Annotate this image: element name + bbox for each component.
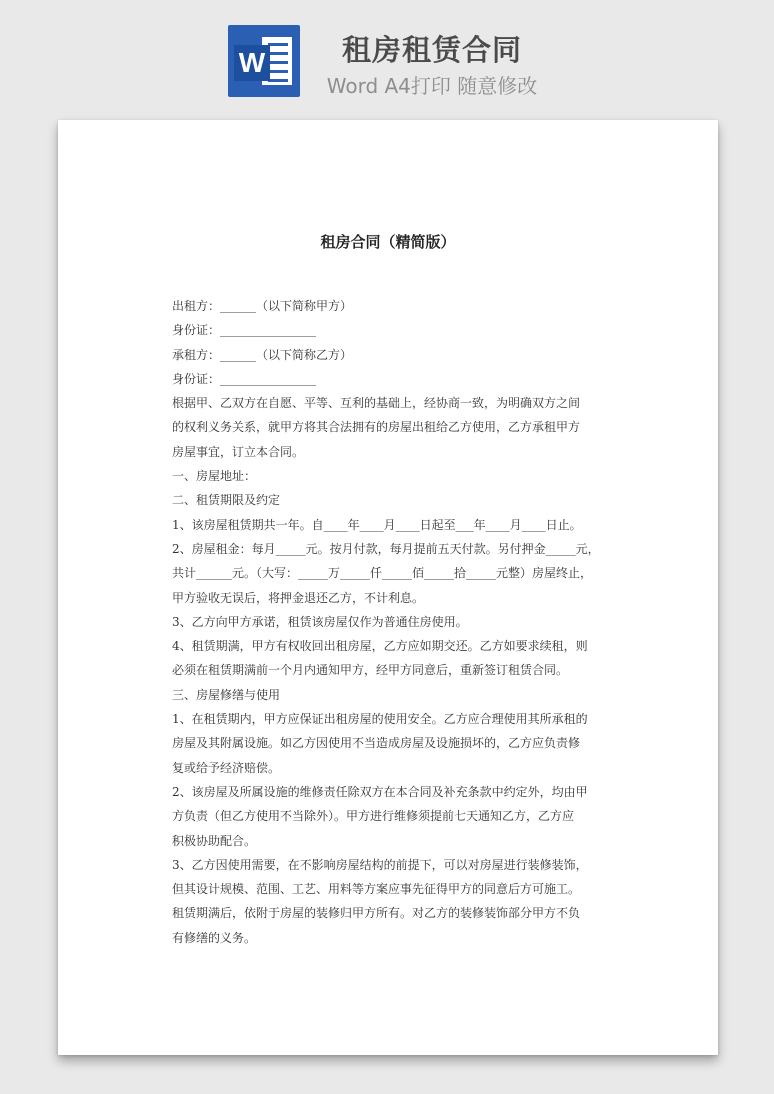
- document-page: [58, 120, 718, 1055]
- document-title: 租房合同（精简版）: [320, 233, 456, 251]
- document-line: 房屋事宜，订立本合同。: [172, 444, 305, 459]
- document-line: 承租方：______（以下简称乙方）: [172, 347, 353, 362]
- document-line: 方负责（但乙方使用不当除外）。甲方进行维修须提前七天通知乙方，乙方应: [172, 809, 575, 824]
- document-line: 三、房屋修缮与使用: [172, 687, 281, 702]
- document-line: 身份证：________________: [172, 323, 317, 338]
- document-line: 1、在租赁期内，甲方应保证出租房屋的使用安全。乙方应合理使用其所承租的: [172, 712, 588, 727]
- document-line: 根据甲、乙双方在自愿、平等、互利的基础上，经协商一致，为明确双方之间: [172, 396, 581, 411]
- document-line: 1、该房屋租赁期共一年。自____年____月____日起至___年____月____日止。: [172, 517, 582, 532]
- watermark: [87, 446, 138, 499]
- word-icon-letter: W: [234, 45, 270, 81]
- document-line: 3、乙方向甲方承诺，租赁该房屋仅作为普通住房使用。: [172, 614, 468, 629]
- document-line: 共计______元。（大写：_____万_____仟_____佰_____拾_____元整）房屋终止，: [172, 566, 593, 581]
- document-line: 出租方：______（以下简称甲方）: [172, 299, 353, 313]
- document-line: 二、租赁期限及约定: [172, 493, 281, 508]
- document-line: 租赁期满后，依附于房屋的装修归甲方所有。对乙方的装修装饰部分甲方不负: [172, 906, 581, 921]
- banner-title: 租房租赁合同: [341, 33, 522, 67]
- document-line: 一、房屋地址：: [172, 469, 257, 484]
- document-line: 积极协助配合。: [172, 833, 257, 848]
- document-line: 4、租赁期满，甲方有权收回出租房屋，乙方应如期交还。乙方如要求续租，则: [172, 639, 588, 654]
- document-line: 的权利义务关系，就甲方将其合法拥有的房屋出租给乙方使用，乙方承租甲方: [172, 420, 581, 435]
- document-line: 身份证：________________: [172, 371, 317, 386]
- document-line: 2、房屋租金：每月_____元。按月付款，每月提前五天付款。另付押金_____元，: [172, 541, 600, 556]
- word-icon: [228, 25, 300, 97]
- document-line: 3、乙方因使用需要，在不影响房屋结构的前提下，可以对房屋进行装修装饰，: [172, 857, 588, 872]
- document-body: [172, 294, 604, 950]
- document-line: 房屋及其附属设施。如乙方因使用不当造成房屋及设施损坏的，乙方应负责修: [172, 736, 581, 751]
- banner-subtitle: Word A4打印 随意修改: [326, 74, 538, 98]
- document-line: 但其设计规模、范围、工艺、用料等方案应事先征得甲方的同意后方可施工。: [172, 882, 581, 897]
- document-line: 甲方验收无误后，将押金退还乙方，不计利息。: [172, 590, 425, 605]
- document-line: 2、该房屋及所属设施的维修责任除双方在本合同及补充条款中约定外，均由甲: [172, 784, 588, 799]
- document-line: 复或给予经济赔偿。: [172, 760, 281, 775]
- banner: [0, 0, 774, 110]
- document-line: 有修缮的义务。: [172, 930, 257, 945]
- document-line: 必须在租赁期满前一个月内通知甲方，经甲方同意后，重新签订租赁合同。: [172, 663, 569, 678]
